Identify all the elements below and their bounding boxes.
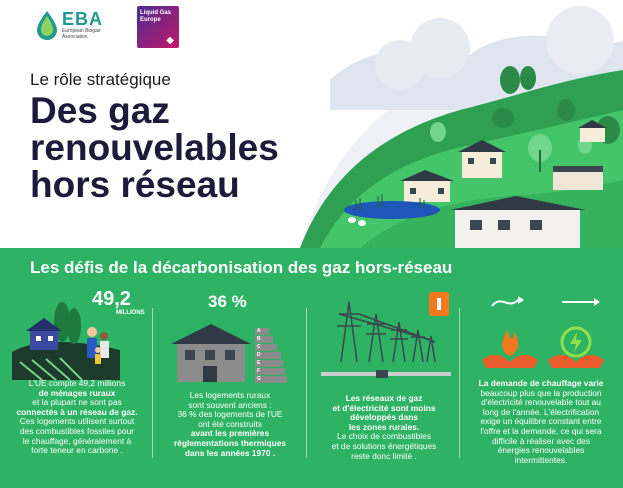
text-line: et la plupart ne sont pas xyxy=(32,397,122,408)
households-text xyxy=(4,379,150,456)
energy-label: D xyxy=(255,352,281,359)
text-line: d'électricité renouvelable tout au xyxy=(481,397,601,408)
title-line-2: renouvelables xyxy=(30,127,279,168)
text-line: beaucoup plus que la production xyxy=(480,387,602,398)
text-line: Les logements ruraux xyxy=(189,390,271,400)
networks-text xyxy=(311,394,457,461)
old-buildings-stat: 36 % xyxy=(208,292,247,311)
text-line: difficile à réaliser avec des xyxy=(491,435,591,446)
text-line: et de solutions énergétiques xyxy=(331,440,437,451)
text-line: intermittentes. xyxy=(514,454,568,465)
text-line: La demande de chauffage varie xyxy=(478,378,604,388)
text-line: des combustibles fossiles pour xyxy=(19,425,135,436)
eba-logo xyxy=(36,8,103,42)
energy-label: C xyxy=(255,344,277,351)
power-pylon-icon xyxy=(321,292,451,380)
page-title xyxy=(30,92,360,203)
eba-wordmark: EBA xyxy=(62,9,104,29)
page-kicker: Le rôle stratégique xyxy=(30,70,171,89)
text-line: avant les premières xyxy=(190,428,270,439)
leaf-drop-icon xyxy=(36,10,58,40)
column-rural-households xyxy=(0,284,152,488)
column-old-buildings xyxy=(153,284,306,488)
demand-text xyxy=(462,379,620,465)
text-line: l'offre et la demande, ce qui sera xyxy=(480,425,602,436)
section-title: Les défis de la décarbonisation des gaz hors-réseau xyxy=(30,258,453,277)
text-line: et d'électricité sont moins xyxy=(332,402,436,413)
eba-org-line1: European Biogas xyxy=(62,28,101,34)
text-line: de ménages ruraux xyxy=(38,387,116,398)
text-line: le chauffage, généralement à xyxy=(22,435,132,446)
text-line: reste donc limité . xyxy=(351,450,417,461)
energy-label: G xyxy=(255,376,287,383)
title-line-3: hors réseau xyxy=(30,164,240,205)
households-stat: 49,2 xyxy=(92,288,131,310)
energy-rating-scale xyxy=(255,328,289,383)
text-line: réglementations thermiques xyxy=(173,437,287,448)
text-line: exige un équilibre constant entre xyxy=(480,416,602,427)
text-line: Le choix de combustibles xyxy=(336,431,432,442)
text-line: les zones rurales. xyxy=(348,421,420,432)
title-line-1: Des gaz xyxy=(30,90,170,131)
energy-label: B xyxy=(255,336,273,343)
lge-line2: Europe xyxy=(140,17,161,23)
text-line: long de l'année. L'électrification xyxy=(482,406,600,417)
energy-label: A xyxy=(255,328,269,335)
lge-line1: Liquid Gas xyxy=(140,10,172,16)
text-line: forte teneur en carbone . xyxy=(31,445,123,456)
text-line: Ces logements utilisent surtout xyxy=(19,416,135,427)
liquid-gas-europe-logo xyxy=(137,6,179,48)
flame-icon: ◆ xyxy=(166,35,174,46)
column-demand xyxy=(460,284,623,488)
column-networks xyxy=(307,284,459,488)
old-buildings-text xyxy=(157,391,303,458)
energy-label: F xyxy=(255,368,285,375)
rural-family-house-icon xyxy=(12,302,120,380)
text-line: L'UE compte 49,2 millions xyxy=(28,378,126,388)
energy-label: E xyxy=(255,360,283,367)
households-stat-unit: MILLIONS xyxy=(116,310,145,316)
text-line: 36 % des logements de l'UE xyxy=(177,409,283,420)
challenges-section xyxy=(0,248,623,488)
text-line: dans les années 1970 . xyxy=(184,447,276,458)
text-line: ont été construits xyxy=(198,418,262,429)
text-line: connectés à un réseau de gaz. xyxy=(16,406,138,417)
text-line: énergies renouvelables xyxy=(497,445,585,456)
demand-supply-icon xyxy=(478,290,608,370)
eba-org-line2: Association xyxy=(62,34,88,40)
text-line: développés dans xyxy=(350,412,418,423)
text-line: sont souvent anciens : xyxy=(188,399,272,410)
text-line: Les réseaux de gaz xyxy=(345,393,423,403)
